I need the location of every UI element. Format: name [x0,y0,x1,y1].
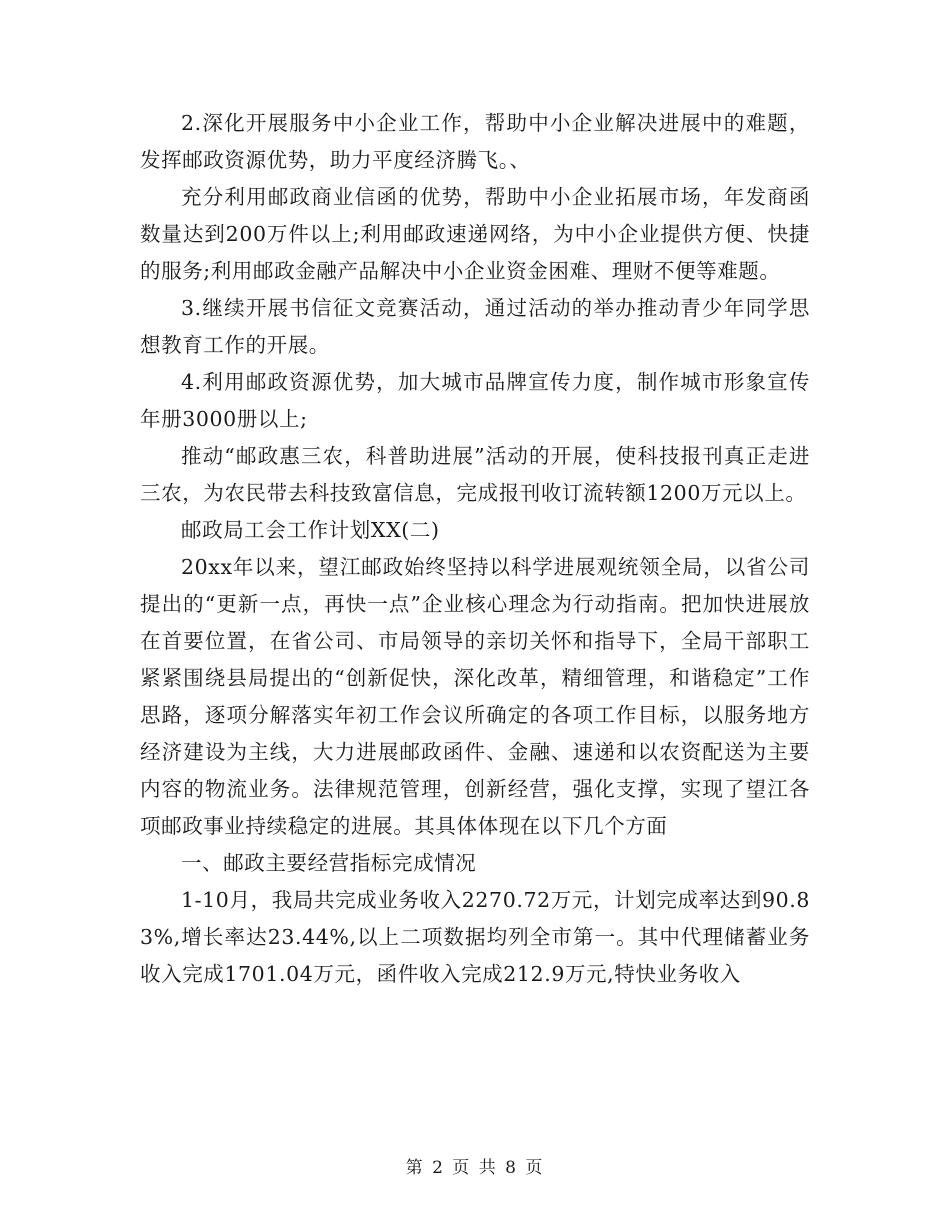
paragraph-overview: 20xx年以来，望江邮政始终坚持以科学进展观统领全局，以省公司提出的“更新一点，再快一点”企业核心理念为行动指南。把加快进展放在首要位置，在省公司、市局领导的亲切关怀和指导下，全局干部职工紧紧围绕县局提出的“创新促快，深化改革，精细管理，和谐稳定”工作思路，逐项分解落实年初工作会议所确定的各项工作目标，以服务地方经济建设为主线，大力进展邮政函件、金融、速递和以农资配送为主要内容的物流业务。法律规范管理，创新经营，强化支撑，实现了望江各项邮政事业持续稳定的进展。其具体体现在以下几个方面 [140,555,810,838]
section-title: 邮政局工会工作计划XX(二) [181,518,440,542]
paragraph-letter-advantage: 充分利用邮政商业信函的优势，帮助中小企业拓展市场，年发商函数量达到200万件以上;利用邮政速递网络，为中小企业提供方便、快捷的服务;利用邮政金融产品解决中小企业资金困难、理财不便等难题。 [140,185,810,283]
paragraph-revenue: 1-10月，我局共完成业务收入2270.72万元，计划完成率达到90.83%,增长率达23.44%,以上二项数据均列全市第一。其中代理储蓄业务收入完成1701.04万元，函件收入完成212.9万元,特快业务收入 [140,888,810,986]
section-heading-1: 一、邮政主要经营指标完成情况 [181,851,477,875]
paragraph-rural-science: 推动“邮政惠三农，科普助进展”活动的开展，使科技报刊真正走进三农，为农民带去科技致富信息，完成报刊收订流转额1200万元以上。 [140,444,810,505]
document-body [140,105,810,993]
paragraph-item-2: 2.深化开展服务中小企业工作，帮助中小企业解决进展中的难题，发挥邮政资源优势，助力平度经济腾飞。、 [140,111,810,172]
paragraph-item-4: 4.利用邮政资源优势，加大城市品牌宣传力度，制作城市形象宣传年册3000册以上; [140,370,810,431]
paragraph-item-3: 3.继续开展书信征文竞赛活动，通过活动的举办推动青少年同学思想教育工作的开展。 [140,296,810,357]
page-number-footer: 第 2 页 共 8 页 [405,1158,545,1178]
